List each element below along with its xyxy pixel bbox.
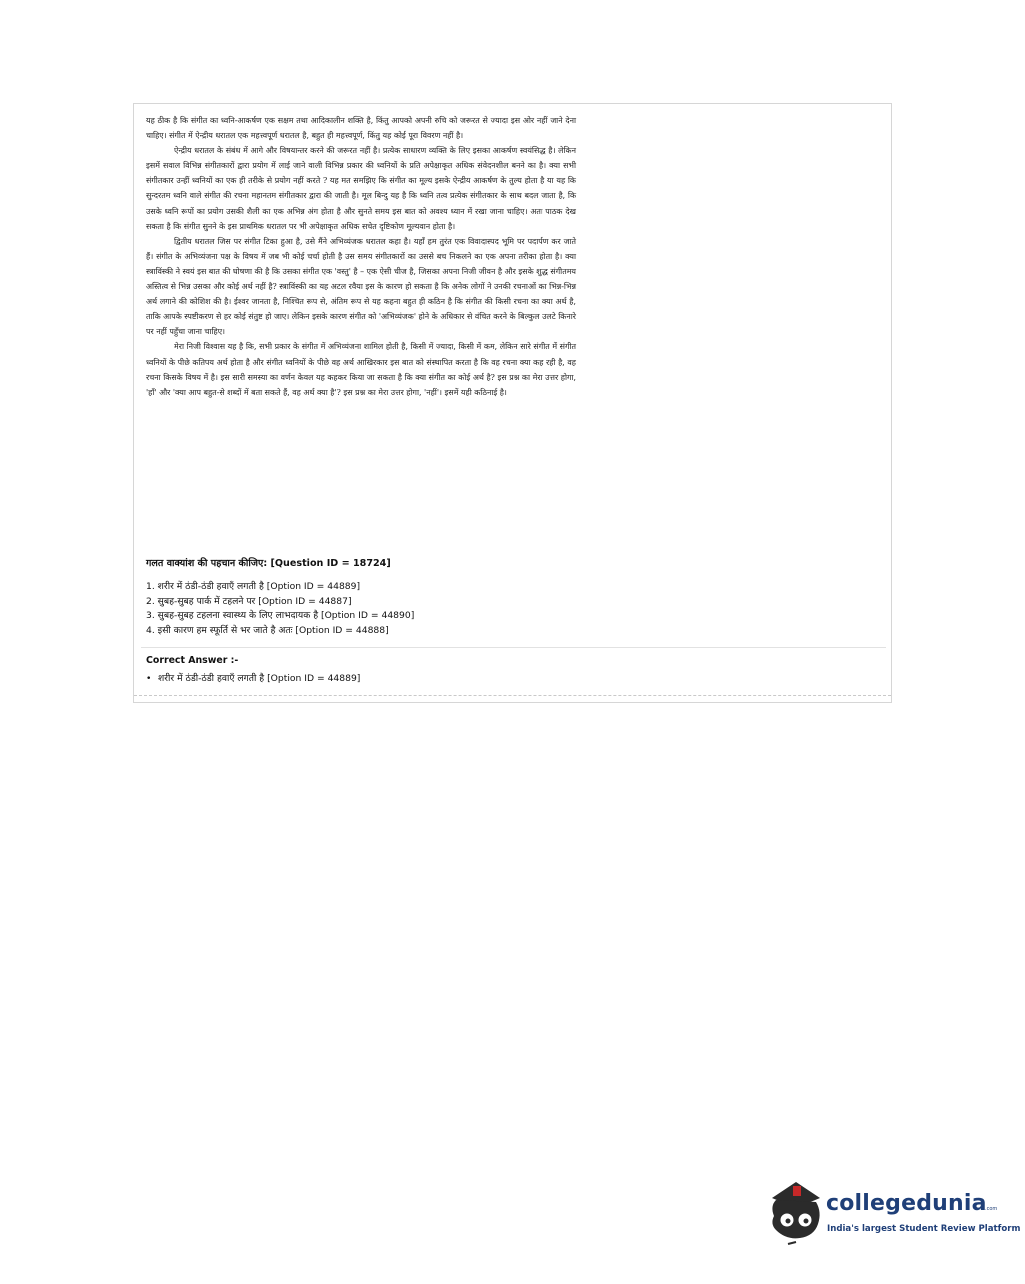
brand-name: collegedunia	[826, 1191, 987, 1216]
passage	[146, 113, 576, 400]
correct-answer-heading: Correct Answer :-	[146, 655, 239, 666]
answer-separator	[141, 647, 886, 648]
passage-paragraph: मेरा निजी विश्वास यह है कि, सभी प्रकार के संगीत में अभिव्यंजना शामिल होती है, किसी में ज्यादा, किसी में कम, लेकिन सारे संगीत में संगीत ध्वनियों के पीछे कतिपय अर्थ होता है और संगीत ध्वनियों के पीछे वह अर्थ आखिरकार इस बात को संस्थापित करता है कि वह रचना क्या कह रही है, वह रचना किसके विषय में है। इस सारी समस्या का वर्णन केवल यह कहकर किया जा सकता है कि क्या संगीत का कोई अर्थ है? इस प्रश्न का मेरा उत्तर होगा, 'हाँ' और 'क्या आप बहुत-से शब्दों में बता सकते हैं, वह अर्थ क्या है'? इस प्रश्न का मेरा उत्तर होगा, 'नहीं'। इसमें यही कठिनाई है।	[146, 342, 576, 397]
correct-answer-text: शरीर में ठंडी-ठंडी हवाएँ लगती है [Option ID = 44889]	[158, 673, 361, 684]
student-mascot-icon	[766, 1176, 824, 1248]
option-item: 2. सुबह-सुबह पार्क में टहलने पर [Option ID = 44887]	[146, 595, 352, 607]
brand-tagline: India's largest Student Review Platform	[827, 1224, 1021, 1234]
passage-paragraph: यह ठीक है कि संगीत का ध्वनि-आकर्षण एक सक्षम तथा आदिकालीन शक्ति है, किंतु आपको अपनी रुचि को जरूरत से ज्यादा इस ओर नहीं जाने देना चाहिए। संगीत में ऐन्द्रीय धरातल एक महत्त्वपूर्ण धरातल है, बहुत ही महत्त्वपूर्ण, किंतु यह कोई पूरा विवरण नहीं है।	[146, 116, 576, 141]
question-title: गलत वाक्यांश की पहचान कीजिए: [Question ID = 18724]	[146, 558, 391, 569]
bullet-icon: •	[146, 673, 152, 684]
option-item: 3. सुबह-सुबह टहलना स्वास्थ्य के लिए लाभदायक है [Option ID = 44890]	[146, 610, 415, 622]
option-item: 1. शरीर में ठंडी-ठंडी हवाएँ लगती है [Option ID = 44889]	[146, 581, 361, 592]
passage-paragraph: द्वितीय धरातल जिस पर संगीत टिका हुआ है, उसे मैंने अभिव्यंजक धरातल कहा है। यहाँ हम तुरंत एक विवादास्पद भूमि पर पदार्पण कर जाते हैं। संगीत के अभिव्यंजना पक्ष के विषय में जब भी कोई चर्चा होती है उस समय संगीतकारों का उससे बच निकलने का एक अपना तरीका होता है। क्या स्त्राविंस्की ने स्वयं इस बात की घोषणा की है कि उसका संगीत एक 'वस्तु' है – एक ऐसी चीज है, जिसका अपना निजी जीवन है और इसके शुद्ध संगीतमय अस्तित्व से भिन्न उसका और कोई अर्थ नहीं है? स्त्राविंस्की का यह अटल रवैया इस के कारण हो सकता है कि अनेक लोगों ने उनकी रचनाओं का भिन्न-भिन्न अर्थ लगाने की कोशिश की है। ईश्वर जानता है, निश्चित रूप से, अंतिम रूप से यह कहना बहुत ही कठिन है कि संगीत की किसी रचना का क्या अर्थ है, ताकि आपके स्पष्टीकरण से हर कोई संतुष्ट हो जाए। लेकिन इसके कारण संगीत को 'अभिव्यंजक' होने के अधिकार से वंचित करने के बिल्कुल उलटे किनारे पर नहीं पहुँचा जाना चाहिए।	[146, 236, 576, 337]
options-list	[146, 580, 414, 639]
option-item: 4. इसी कारण हम स्फूर्ति से भर जाते है अतः [Option ID = 44888]	[146, 625, 389, 637]
collegedunia-logo	[766, 1176, 1021, 1248]
card-divider	[134, 695, 891, 696]
correct-answer-item	[146, 671, 360, 684]
brand-domain: .com	[985, 1206, 998, 1212]
passage-paragraph: ऐन्द्रीय धरातल के संबंध में आगे और विषयान्तर करने की जरूरत नहीं है। प्रत्येक साधारण व्यक्ति के लिए इसका आकर्षण स्वयंसिद्ध है। लेकिन इसमें सवाल विभिन्न संगीतकारों द्वारा प्रयोग में लाई जाने वाली विभिन्न प्रकार की ध्वनियों के प्रति अपेक्षाकृत अधिक संवेदनशील बनने का है। क्या सभी संगीतकार उन्हीं ध्वनियों का एक ही तरीके से प्रयोग नहीं करते ? यह मत समझिए कि संगीत का मूल्य इसके ऐन्द्रीय आकर्षण के तुल्य होता है या यह कि सुन्दरतम ध्वनि वाले संगीत की रचना महानतम संगीतकार द्वारा की जाती है। मूल बिन्दु यह है कि ध्वनि तत्व प्रत्येक संगीतकार के साथ बदल जाता है, कि उसके ध्वनि रूपों का प्रयोग उसकी शैली का एक अभिन्न अंग होता है और सुनते समय इस बात को अवश्य ध्यान में रखा जाना चाहिए। अतः पाठक देख सकता है कि संगीत सुनने के इस प्राथमिक धरातल पर भी अपेक्षाकृत अधिक सचेत दृष्टिकोण मूल्यवान होता है।	[146, 146, 576, 231]
